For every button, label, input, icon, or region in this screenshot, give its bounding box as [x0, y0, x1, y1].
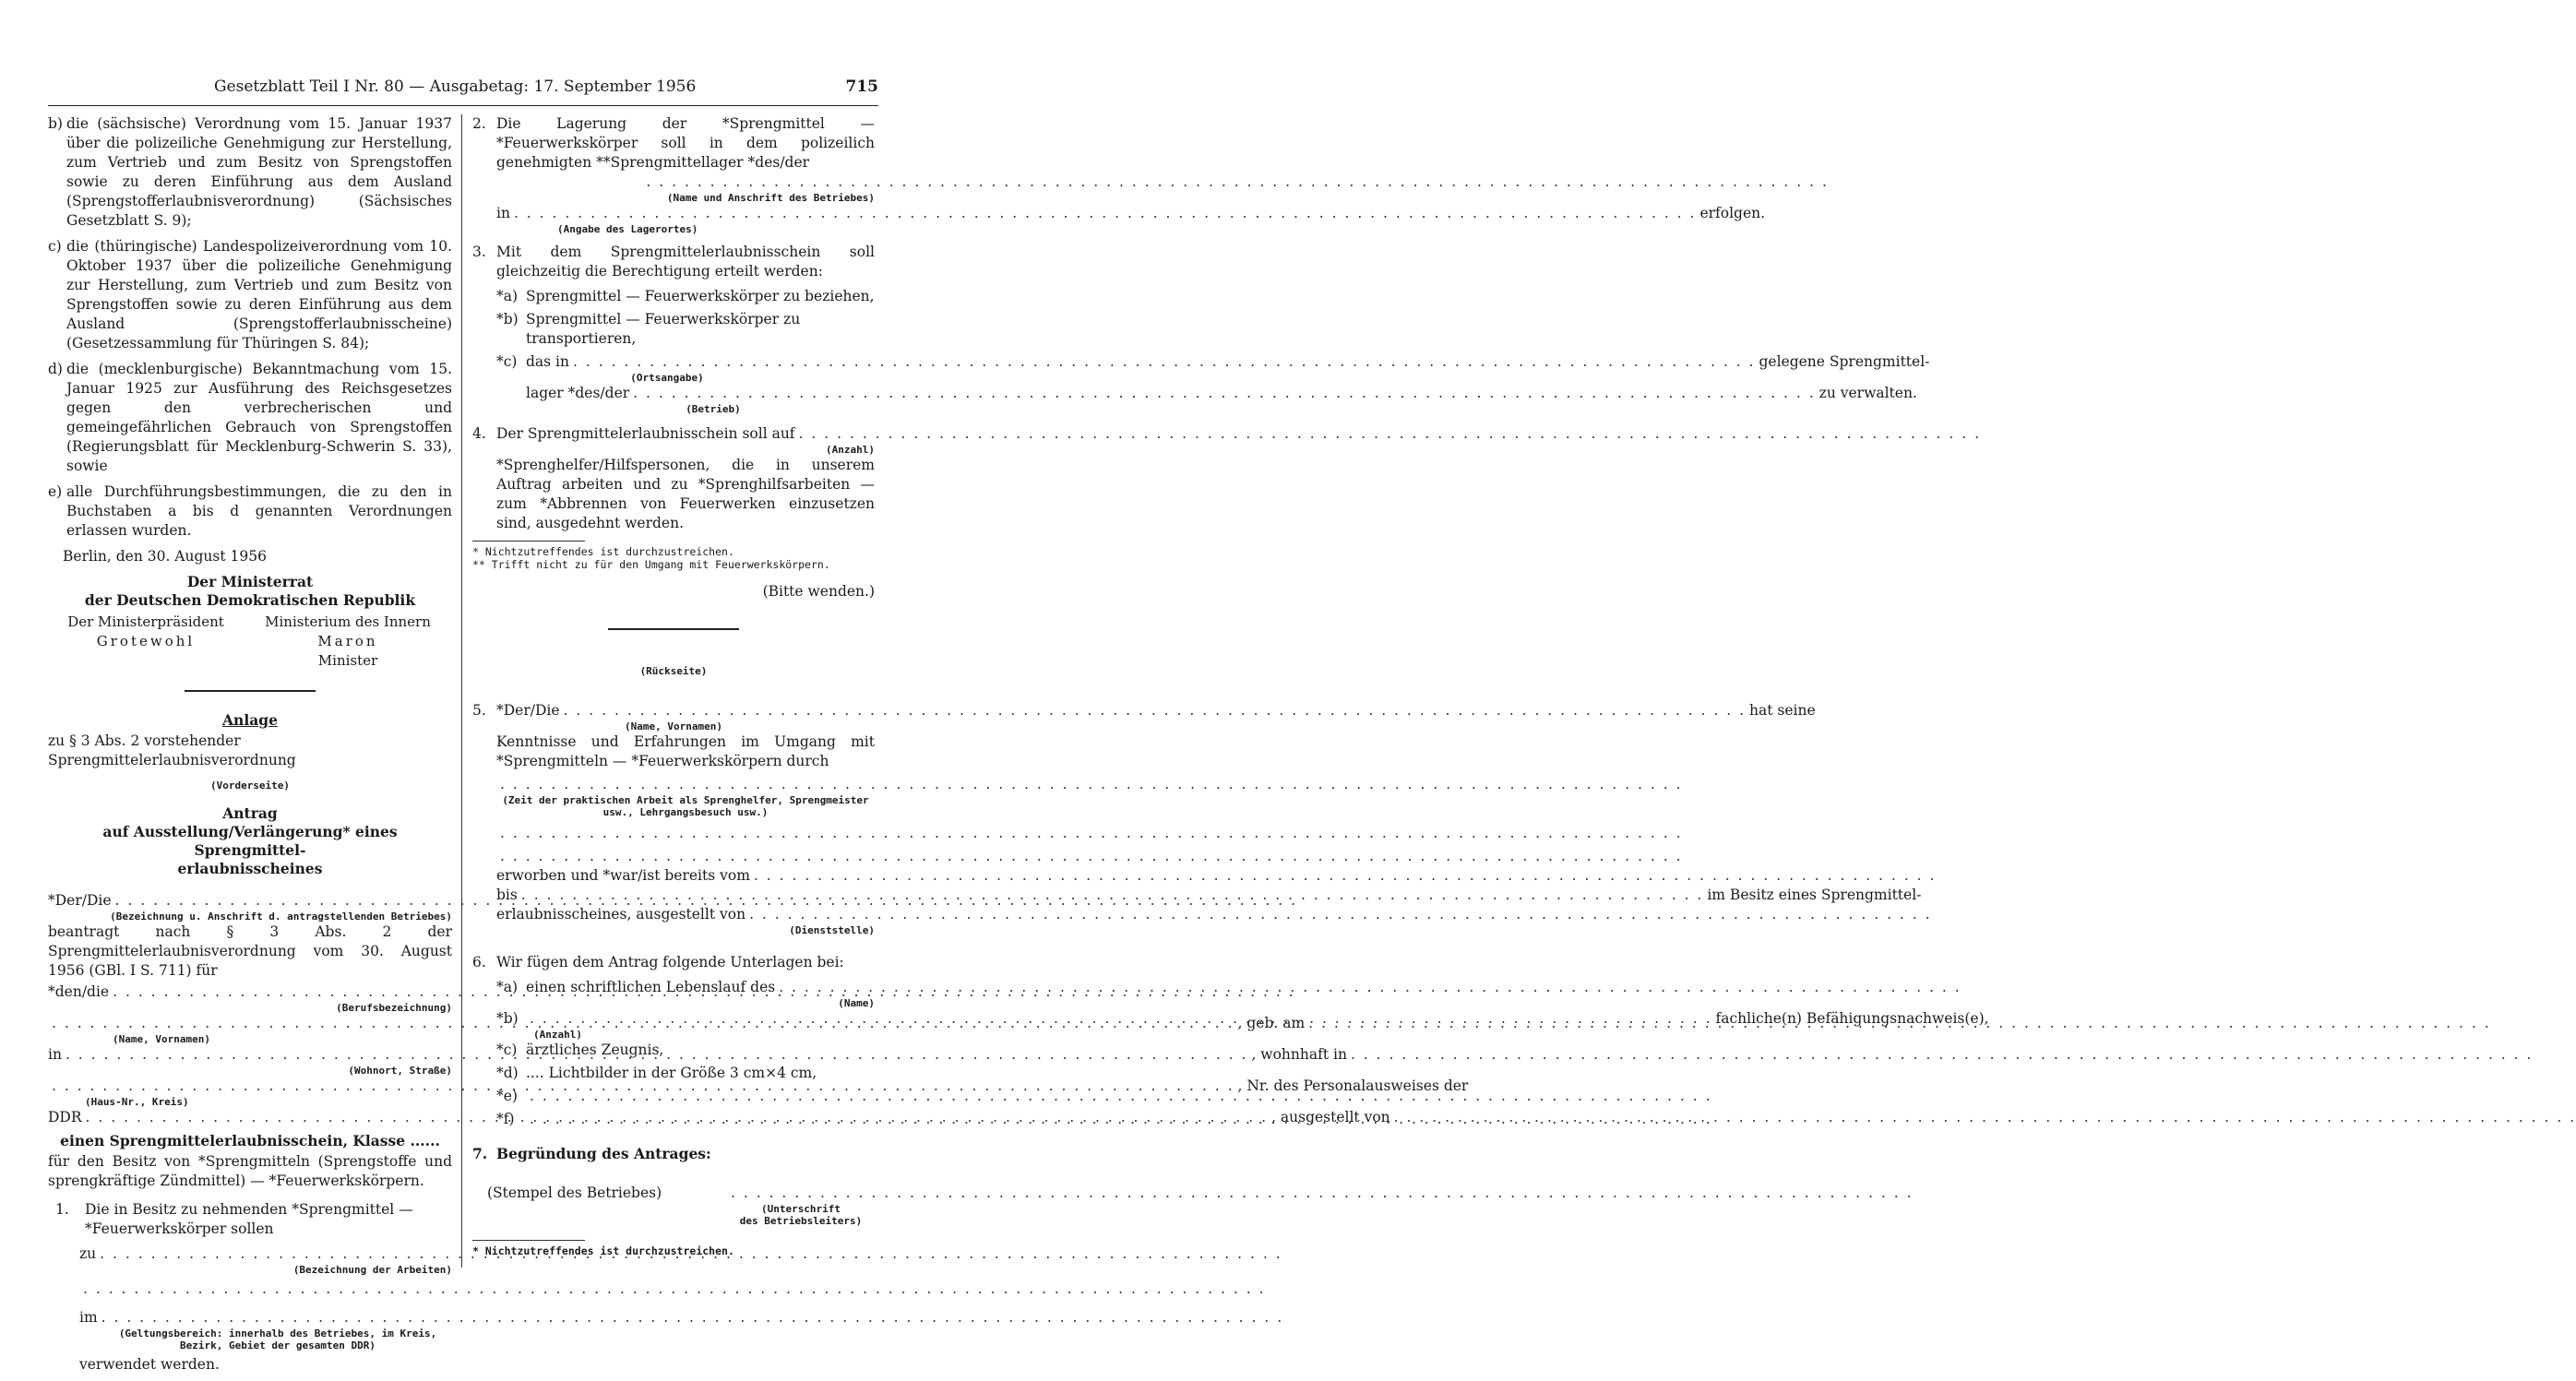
field-label: das in [526, 353, 569, 370]
sub-item-a [496, 287, 875, 306]
footnote-1: * Nichtzutreffendes ist durchzustreichen. [472, 545, 734, 558]
form-dots-line [48, 1280, 452, 1299]
form-des-der [472, 173, 875, 192]
unterschrift-block [727, 1184, 875, 1227]
field-caption: (Bezeichnung der Arbeiten) [292, 1264, 452, 1276]
page-header [48, 77, 878, 106]
sub-item-d [496, 1064, 875, 1083]
header-title: Gesetzblatt Teil I Nr. 80 — Ausgabetag: 17. September 1956 [214, 77, 697, 96]
field-label: in [48, 1046, 62, 1063]
field-caption: (Name, Vornamen) [113, 1033, 210, 1045]
sub-label: *f) [496, 1111, 515, 1127]
form-item-4 [472, 424, 875, 444]
form-end: verwendet werden. [79, 1356, 220, 1373]
sub-item-b [496, 310, 875, 349]
field-label: im Besitz eines Sprengmittel- [1707, 887, 1922, 903]
fill-dots [749, 905, 1932, 924]
field-label: erlaubnisscheines, ausgestellt von [496, 906, 746, 923]
signature-block [472, 1184, 875, 1227]
field-caption: (Berufsbezeichnung) [336, 1002, 452, 1014]
item-number: 1. [55, 1201, 69, 1218]
field-label: bis [496, 887, 518, 903]
field-caption: (Zeit der praktischen Arbeit als Sprenghelfer, Sprengmeister usw., Lehrgangsbesuch usw.) [502, 794, 869, 818]
form-klasse: einen Sprengmittelerlaubnisschein, Klasse ...... [60, 1132, 440, 1149]
fill-dots [530, 1087, 1712, 1106]
sub-label: *a) [496, 979, 519, 995]
item-number: 4. [472, 425, 486, 442]
fill-dots [500, 824, 1683, 843]
fill-dots [1351, 1045, 2534, 1065]
sig-left-title: Der Ministerpräsident [67, 613, 224, 630]
field-label: erfolgen. [1699, 205, 1766, 221]
form-nr [48, 1077, 1469, 1096]
fill-dots [500, 775, 1683, 794]
field-label: erworben und *war/ist bereits vom [496, 867, 750, 884]
fill-dots [83, 1280, 1266, 1299]
fill-dots [101, 1308, 1284, 1327]
form-dots-line [472, 775, 875, 794]
item-text: Die Lagerung der *Sprengmittel — *Feuerwerkskörper soll in dem polizeilich genehmigten **Sprengmittellager *des/der [496, 115, 875, 171]
field-label: DDR [48, 1109, 82, 1125]
vorderseite-label: (Vorderseite) [209, 780, 291, 792]
field-label: Der Sprengmittelerlaubnisschein soll auf [496, 425, 795, 442]
form-item-6 [472, 953, 875, 972]
item-number: 6. [472, 954, 486, 970]
field-label: *den/die [48, 983, 110, 1000]
item-label: d) [48, 361, 63, 377]
form-beantragt: beantragt nach § 3 Abs. 2 der Sprengmittelerlaubnisverordnung vom 30. August 1956 (GBl. I S. 711) für [48, 923, 452, 979]
fill-dots [799, 424, 1982, 444]
antrag-subtitle-2: erlaubnisscheines [177, 860, 323, 877]
form-lager-des [496, 384, 1917, 403]
item-number: 2. [472, 115, 486, 132]
form-ddr [48, 1108, 1390, 1127]
sub-label: *d) [496, 1065, 519, 1081]
bitte-wenden: (Bitte wenden.) [762, 583, 875, 600]
form-item-5 [472, 701, 1816, 720]
sub-label: *a) [496, 288, 519, 304]
sub-item-c [496, 1041, 875, 1060]
field-label: , Nr. des Personalausweises der [1237, 1077, 1469, 1094]
form-erlaubnis [472, 905, 875, 924]
field-label: einen schriftlichen Lebenslauf des [526, 979, 776, 995]
field-caption: (Name, Vornamen) [625, 720, 722, 732]
anlage-text: zu § 3 Abs. 2 vorstehender Sprengmittelerlaubnisverordnung [48, 732, 296, 768]
field-caption: (Haus-Nr., Kreis) [85, 1096, 189, 1108]
field-caption: (Angabe des Lagerortes) [557, 223, 698, 235]
sub-item-f [496, 1110, 875, 1129]
form-zu [48, 1244, 452, 1264]
field-label: zu verwalten. [1819, 385, 1917, 401]
fill-dots [500, 847, 1683, 866]
form-besitz: für den Besitz von *Sprengmitteln (Sprengstoffe und sprengkräftige Zündmittel) — *Feuerwerkskörpern. [48, 1153, 452, 1189]
sig-left-name: Grotewohl [96, 633, 196, 649]
form-den-die [48, 982, 452, 1002]
field-label: *Der/Die [496, 702, 560, 719]
field-label: in [496, 205, 510, 221]
form-item-4-text: *Sprenghelfer/Hilfspersonen, die in unserem Auftrag arbeiten und zu *Sprenghilfsarbeiten — zum *Abbrennen von Feuerwerken einzusetzen sind, ausgedehnt werden. [496, 457, 875, 531]
field-label: hat seine [1749, 702, 1816, 719]
field-caption: (Name) [838, 997, 875, 1009]
form-dots-line [472, 824, 875, 843]
field-caption: (Name und Anschrift des Betriebes) [666, 192, 875, 204]
field-caption: (Dienststelle) [789, 924, 875, 936]
field-caption: (Wohnort, Straße) [348, 1065, 452, 1077]
footnote-rule [472, 1240, 585, 1241]
fill-dots [514, 204, 1697, 223]
sig-right-title: Ministerium des Innern [265, 613, 431, 630]
fill-dots [521, 886, 1704, 905]
field-label: , geb. am [1237, 1015, 1306, 1031]
form-item-7 [472, 1144, 875, 1163]
item-text: Mit dem Sprengmittelerlaubnisschein soll gleichzeitig die Berechtigung erteilt werden: [496, 244, 875, 280]
form-dots-line [472, 847, 875, 866]
item-label: c) [48, 238, 62, 255]
form-erworben [472, 866, 875, 886]
sub-label: *c) [496, 353, 518, 370]
item-number: 5. [472, 702, 486, 719]
form-geb [48, 1014, 1306, 1033]
list-item [48, 114, 452, 231]
signature-role [48, 652, 452, 670]
item-text: die (thüringische) Landespolizeiverordnung vom 10. Oktober 1937 über die polizeiliche Genehmigung zur Herstellung, zum Vertrieb und zum Besitz von Sprengstoffen sowie zu deren Einführung aus dem Ausland (Sprengstofferlaubnisscheine) (Gesetzessammlung für Thüringen S. 84); [66, 238, 452, 351]
sub-label: *b) [496, 1010, 519, 1027]
antrag-title: Antrag [222, 804, 278, 822]
form-item-2 [472, 114, 875, 173]
anlage-title: Anlage [222, 711, 278, 729]
sub-item-c [496, 352, 1930, 372]
field-caption: (Geltungsbereich: innerhalb des Betriebes, im Kreis, Bezirk, Gebiet der gesamten DDR) [118, 1327, 437, 1351]
item-text: Wir fügen dem Antrag folgende Unterlagen bei: [496, 954, 844, 970]
form-der-die [48, 891, 452, 911]
form-im [48, 1308, 452, 1327]
sub-label: *b) [496, 311, 519, 327]
item-text: die (mecklenburgische) Bekanntmachung vom 15. Januar 1925 zur Ausführung des Reichsgesetzes gegen den verbrecherischen und gemeingefährlichen Gebrauch von Sprengstoffen (Regierungsblatt für Mecklenburg-Schwerin S. 33), sowie [66, 361, 452, 474]
field-label: *Der/Die [48, 892, 112, 909]
signature-dots [727, 1184, 875, 1203]
page-number: 715 [845, 77, 878, 96]
item-label: b) [48, 115, 63, 132]
sub-item-a [496, 978, 875, 997]
fill-dots [564, 701, 1747, 720]
fill-dots [754, 866, 1937, 886]
field-caption: (Anzahl) [533, 1029, 582, 1041]
item-text: Begründung des Antrages: [496, 1145, 711, 1162]
form-bis [472, 886, 1922, 905]
fill-dots [646, 173, 1829, 192]
list-item [48, 237, 452, 353]
sig-right-name: Maron [317, 633, 378, 649]
rueckseite-label: (Rückseite) [639, 665, 708, 677]
sub-text: Sprengmittel — Feuerwerkskörper zu transportieren, [526, 311, 801, 347]
field-label: , ausgestellt von [1271, 1109, 1390, 1125]
sub-text: Sprengmittel — Feuerwerkskörper zu beziehen, [526, 288, 875, 304]
field-label: zu [79, 1245, 97, 1262]
field-caption: (Ortsangabe) [630, 372, 704, 384]
sub-text: ärztliches Zeugnis, [526, 1042, 664, 1058]
date-line: Berlin, den 30. August 1956 [63, 548, 267, 565]
stempel-label: (Stempel des Betriebes) [487, 1185, 662, 1201]
field-label: fachliche(n) Befähigungsnachweis(e), [1715, 1010, 1989, 1027]
fill-dots [530, 1009, 1712, 1029]
footnote-rule [472, 541, 585, 542]
sub-label: *e) [496, 1088, 518, 1104]
fill-dots [731, 1184, 1914, 1203]
item-text: die (sächsische) Verordnung vom 15. Januar 1937 über die polizeiliche Genehmigung zur Herstellung, zum Vertrieb und zum Besitz von Sprengstoffen sowie zu deren Einführung aus dem Ausland (Sprengstofferlaubnisverordnung) (Sächsisches Gesetzblatt S. 9); [66, 115, 452, 229]
sub-label: *c) [496, 1042, 518, 1058]
unterschrift-caption-2: des Betriebsleiters) [739, 1215, 863, 1227]
item-text: alle Durchführungsbestimmungen, die zu den in Buchstaben a bis d genannten Verordnungen erlassen wurden. [66, 483, 452, 539]
field-caption: (Anzahl) [826, 444, 875, 456]
form-item-5-text: Kenntnisse und Erfahrungen im Umgang mit *Sprengmitteln — *Feuerwerkskörpern durch [496, 733, 875, 769]
list-item [48, 360, 452, 476]
item-label: e) [48, 483, 63, 500]
footnote-2: ** Trifft nicht zu für den Umgang mit Feuerwerkskörpern. [472, 558, 830, 571]
list-item [48, 482, 452, 541]
sig-right-role: Minister [317, 652, 378, 669]
council-title-2: der Deutschen Demokratischen Republik [84, 591, 416, 609]
signature-names [48, 633, 452, 650]
field-label: im [79, 1309, 98, 1326]
form-lager-in [472, 204, 1766, 223]
field-label: gelegene Sprengmittel- [1759, 353, 1930, 370]
council-title-1: Der Ministerrat [186, 573, 314, 590]
field-caption: (Betrieb) [686, 403, 741, 415]
fill-dots [530, 1110, 1712, 1129]
item-number: 7. [472, 1145, 488, 1162]
form-item-1 [48, 1200, 452, 1239]
fill-dots [573, 352, 1756, 372]
item-text: Die in Besitz zu nehmenden *Sprengmittel — *Feuerwerkskörper sollen [85, 1201, 413, 1237]
unterschrift-caption-1: (Unterschrift [760, 1203, 841, 1215]
fill-dots [779, 978, 1962, 997]
field-label: lager *des/der [526, 385, 630, 401]
antrag-subtitle-1: auf Ausstellung/Verlängerung* eines Sprengmittel- [102, 823, 398, 859]
field-label: , wohnhaft in [1251, 1046, 1347, 1063]
item-number: 3. [472, 244, 486, 260]
sub-item-e [496, 1087, 875, 1106]
field-caption: (Bezeichnung u. Anschrift d. antragstellenden Betriebes) [110, 911, 452, 923]
footnote-bottom: * Nichtzutreffendes ist durchzustreichen. [472, 1244, 734, 1257]
signature-row [48, 613, 452, 631]
fill-dots [633, 384, 1816, 403]
form-item-3 [472, 243, 875, 281]
sub-text: .... Lichtbilder in der Größe 3 cm×4 cm, [526, 1065, 817, 1081]
